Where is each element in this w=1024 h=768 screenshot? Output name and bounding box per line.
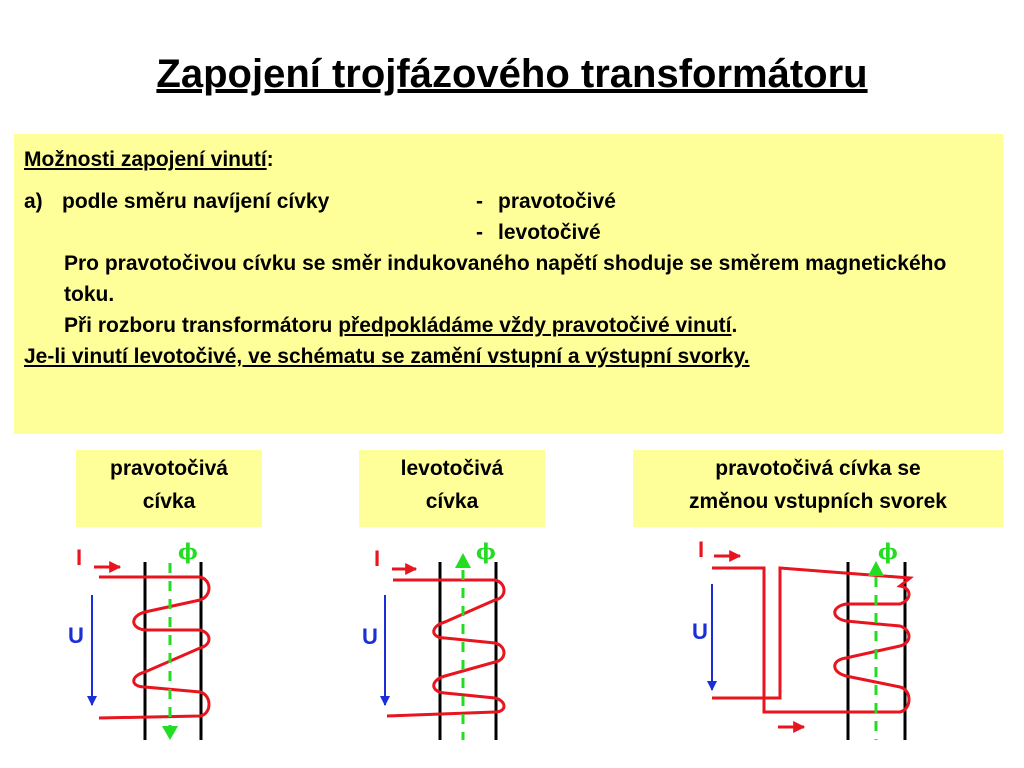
winding [99,577,209,718]
label-right-coil-line1: pravotočivá [110,457,228,480]
box-heading-colon: : [266,148,274,171]
label-swapped-line1: pravotočivá cívka se [715,457,921,480]
item-text: podle směru navíjení cívky [62,190,330,213]
diagram-left-coil [362,539,504,740]
current-label: I [76,545,83,570]
flux-label: ϕ [178,539,198,564]
diagram-right-coil [68,539,209,740]
label-left-coil-line2: cívka [425,490,479,513]
voltage-label: U [692,619,708,644]
paragraph-2-start: Při rozboru transformátoru [64,314,339,337]
winding [712,568,910,712]
label-right-coil-line2: cívka [142,490,196,513]
diagram-swapped-terminals [692,537,910,740]
paragraph-1: Pro pravotočivou cívku se směr indukovaného napětí shoduje se směrem magnetického toku. [64,252,947,306]
winding [387,580,504,716]
box-heading: Možnosti zapojení vinutí [24,148,267,171]
label-swapped-line2: změnou vstupních svorek [689,490,947,513]
voltage-label: U [68,623,84,648]
option-dash-1: - [476,190,483,213]
label-left-coil-line1: levotočivá [400,457,504,480]
item-marker: a) [24,190,43,213]
flux-arrow-down-icon [162,726,178,740]
option-levotocive: levotočivé [498,221,601,244]
flux-arrow-up-icon [455,553,471,568]
voltage-label: U [362,624,378,649]
option-pravotocive: pravotočivé [498,190,616,213]
flux-label: ϕ [476,539,496,564]
flux-label: ϕ [878,539,898,564]
paragraph-2-underlined: předpokládáme vždy pravotočivé vinutí [338,314,732,337]
paragraph-2-end: . [731,314,738,337]
page-title: Zapojení trojfázového transformátoru [156,52,868,96]
paragraph-3: Je-li vinutí levotočivé, ve schématu se zamění vstupní a výstupní svorky. [24,345,750,368]
current-label: I [698,537,705,562]
current-label: I [374,546,381,571]
option-dash-2: - [476,221,483,244]
